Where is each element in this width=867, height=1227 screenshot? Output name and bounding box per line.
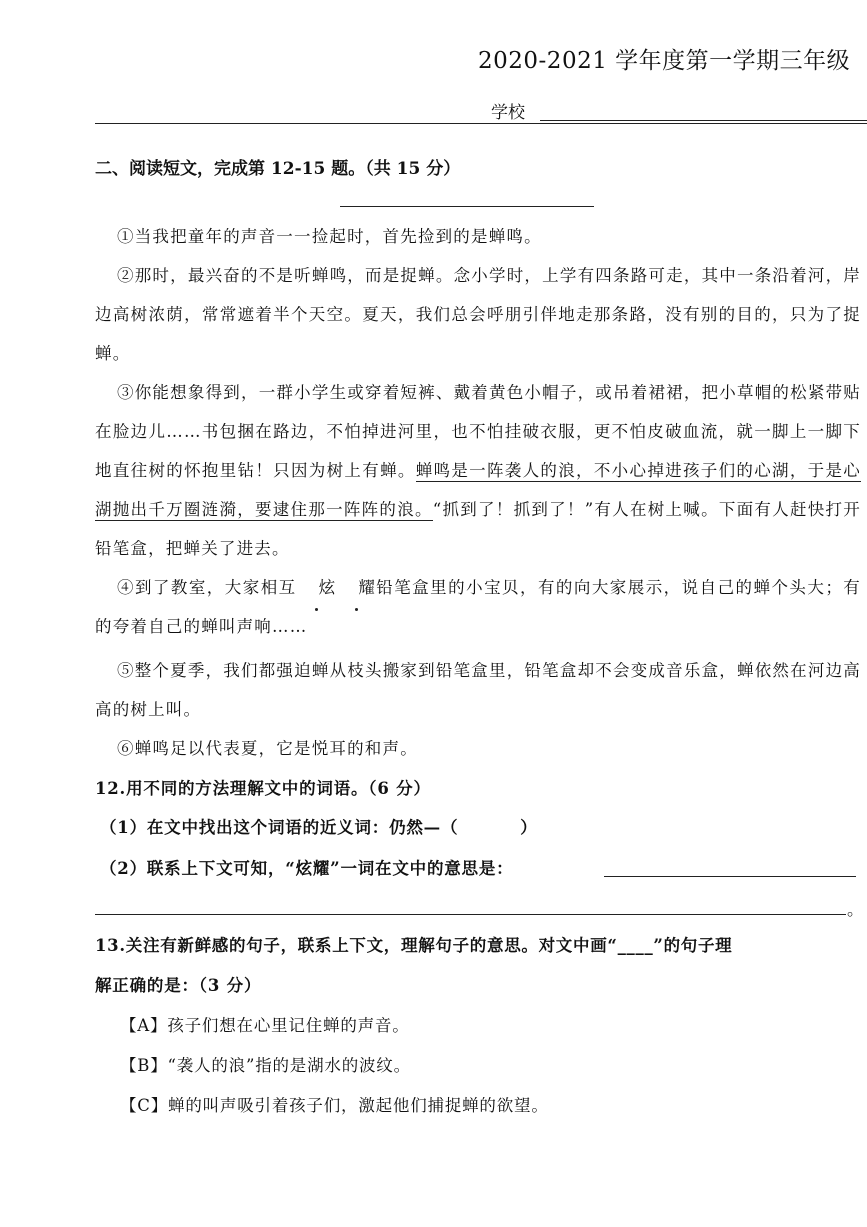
paragraph-4-text-before: ④到了教室，大家相互: [117, 578, 297, 597]
passage-paragraph-3: [95, 373, 861, 568]
passage-paragraph-2: ②那时，最兴奋的不是听蝉鸣，而是捉蝉。念小学时，上学有四条路可走，其中一条沿着河，岸边高树浓荫，常常遮着半个天空。夏天，我们总会呼朋引伴地走那条路，没有别的目的，只为了捉蝉。: [95, 266, 861, 363]
question-12-sub1-prefix: （1）在文中找出这个词语的近义词：仍然—（: [100, 818, 459, 837]
school-name-blank[interactable]: [540, 120, 867, 121]
underlined-sentence: 蝉鸣是一阵袭人的浪，不小心掉进孩子们的心湖，于是心湖抛出千万圈涟漪，要逮住那一阵阵的浪。: [95, 461, 861, 519]
passage-paragraph-4: [95, 568, 861, 646]
passage-paragraph-1: ①当我把童年的声音一一捡起时，首先捡到的是蝉鸣。: [117, 227, 542, 246]
option-a[interactable]: 【A】孩子们想在心里记住蝉的声音。: [120, 1016, 410, 1035]
question-13-stem-line-2: 解正确的是：（3 分）: [95, 976, 262, 995]
option-c[interactable]: 【C】蝉的叫声吸引着孩子们，激起他们捕捉蝉的欲望。: [120, 1096, 549, 1115]
meaning-answer-line-1[interactable]: [604, 876, 856, 877]
passage-paragraph-6: ⑥蝉鸣足以代表夏，它是悦耳的和声。: [117, 739, 418, 758]
paragraph-4-text-after: 铅笔盒里的小宝贝，有的向大家展示，说自己的蝉个头大；有的夸着自己的蝉叫声响……: [95, 578, 862, 636]
question-12-sub1-suffix: ）: [520, 818, 538, 837]
section-heading: 二、阅读短文，完成第 12-15 题。（共 15 分）: [95, 159, 461, 179]
question-12-stem: 12.用不同的方法理解文中的词语。（6 分）: [95, 779, 431, 798]
emphasis-char-xuan: 炫: [297, 568, 337, 607]
emphasis-char-yao: 耀: [336, 568, 376, 607]
meaning-answer-line-2[interactable]: [95, 914, 846, 915]
question-12-sub2: （2）联系上下文可知，“炫耀”一词在文中的意思是：: [100, 859, 514, 878]
header-rule: [95, 123, 867, 124]
paragraph-3-text-before: ③你能想象得到，一群小学生或穿着短裤、戴着黄色小帽子，或吊着裙裙，把小草帽的松紧带贴在脸边儿……书包捆在路边，不怕掉进河里，也不怕挂破衣服，更不怕皮破血流，就一脚上一脚下地直往树的怀抱里钻！只因为树上有蝉。: [95, 383, 861, 480]
answer-end-mark: 。: [847, 900, 865, 919]
school-label: 学校: [491, 103, 525, 123]
question-12-sub1: [100, 808, 538, 847]
passage-title-blank[interactable]: [340, 206, 594, 207]
passage-paragraph-5: ⑤整个夏季，我们都强迫蝉从枝头搬家到铅笔盒里，铅笔盒却不会变成音乐盒，蝉依然在河边高高的树上叫。: [95, 661, 861, 719]
option-b[interactable]: 【B】“袭人的浪”指的是湖水的波纹。: [120, 1056, 411, 1075]
exam-title: 2020-2021 学年度第一学期三年级: [478, 48, 851, 74]
question-13-stem-line-1: 13.关注有新鲜感的句子，联系上下文，理解句子的意思。对文中画“____”的句子理: [95, 936, 733, 955]
paragraph-3-text-after: “抓到了！抓到了！”有人在树上喊。下面有人赶快打开铅笔盒，把蝉关了进去。: [95, 500, 861, 558]
